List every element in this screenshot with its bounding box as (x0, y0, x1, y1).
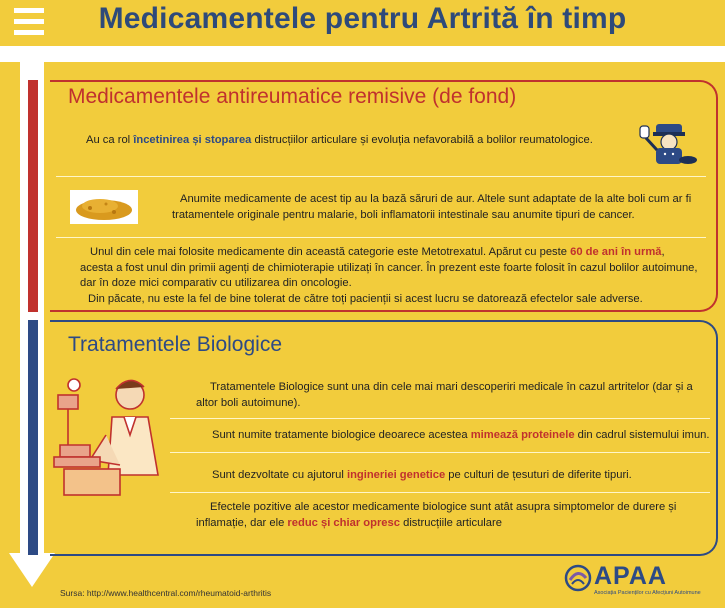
section2-item3-text-end: pe culturi de țesuturi de diferite tipuri. (445, 469, 632, 481)
divider (170, 492, 710, 493)
section2-item2 (212, 428, 712, 444)
section2-item4-highlight: reduc și chiar opresc (287, 516, 400, 529)
title-band (0, 46, 725, 62)
apaa-logo-icon (564, 564, 592, 592)
section1-item1 (86, 133, 646, 149)
page-title: Medicamentele pentru Artrită în timp (98, 2, 627, 35)
section1-heading: Medicamentele antireumatice remisive (de fond) (68, 85, 517, 108)
section2-item3-text: Sunt dezvoltate cu ajutorul (212, 469, 347, 481)
gold-powder-icon (70, 190, 138, 224)
section1-marker (28, 80, 38, 312)
divider (170, 452, 710, 453)
section1-item3-line1-end: , (661, 246, 665, 258)
section2-item2-text-end: din cadrul sistemului imun. (574, 429, 710, 441)
section2-item4-line2: inflamație, dar ele (196, 516, 288, 529)
police-officer-stop-icon (636, 120, 702, 166)
section1-item2-line2: tratamentele originale pentru malarie, boli inflamatorii intestinale sau anumite tipuri de cancer. (172, 208, 635, 221)
section2-item4 (196, 500, 720, 531)
section2-marker (28, 320, 38, 555)
section2-item1 (196, 380, 710, 411)
section2-item1-line1: Tratamentele Biologice sunt una din cele mai mari descoperiri medicale în cazul artritelor (dar și a (210, 381, 693, 393)
apaa-logo-text: APAA (594, 562, 667, 590)
section1-item3-line2: acesta a fost unul din primii agenți de chimioterapie utilizați în cancer. În prezent este foarte folosit în cazul bolilor autoimune, (80, 261, 698, 274)
source-citation: Sursa: http://www.healthcentral.com/rheumatoid-arthritis (60, 588, 272, 598)
apaa-logo-subtitle: Asociația Pacienților cu Afecțiuni Autoimune (594, 590, 701, 596)
section1-item3 (80, 245, 720, 307)
section1-item3-highlight: 60 de ani în urmă (570, 246, 662, 258)
section1-item2 (172, 192, 710, 223)
divider (56, 237, 706, 238)
timeline-arrow-head-icon (9, 553, 55, 587)
section2-item1-line2: altor boli autoimune). (196, 396, 301, 409)
section2-item3 (212, 468, 712, 484)
section2-item2-highlight: mimează proteinele (470, 429, 575, 441)
section2-item4-line1: Efectele pozitive ale acestor medicamente biologice sunt atât asupra simptomelor de durere și (210, 501, 677, 513)
section2-item3-highlight: ingineriei genetice (346, 469, 446, 481)
section1-item3-line1: Unul din cele mai folosite medicamente din această categorie este Metotrexatul. Apărut cu peste (90, 246, 571, 258)
section1-item3-line3: dar în doze mici comparativ cu utilizarea din oncologie. (80, 277, 352, 289)
section2-item2-text: Sunt numite tratamente biologice deoarece acestea (212, 429, 471, 441)
section1-item1-text-end: distrucțiilor articulare și evoluția nefavorabilă a bolilor reumatologice. (251, 134, 593, 146)
divider (56, 176, 706, 177)
section2-item4-line2-end: distrucțiile articulare (399, 516, 502, 529)
section1-item3-line4: Din păcate, nu este la fel de bine tolerat de către toți pacienții si acest lucru se datorează efectelor sale adverse. (88, 292, 643, 305)
section2-heading: Tratamentele Biologice (68, 333, 282, 356)
section1-item2-line1: Anumite medicamente de acest tip au la bază săruri de aur. Altele sunt adaptate de la alte boli cum ar fi (180, 193, 692, 205)
section1-item1-text: Au ca rol (86, 134, 134, 146)
divider (170, 418, 710, 419)
section1-item1-highlight: încetinirea și stoparea (133, 134, 252, 146)
scientist-microscope-icon (50, 365, 175, 505)
